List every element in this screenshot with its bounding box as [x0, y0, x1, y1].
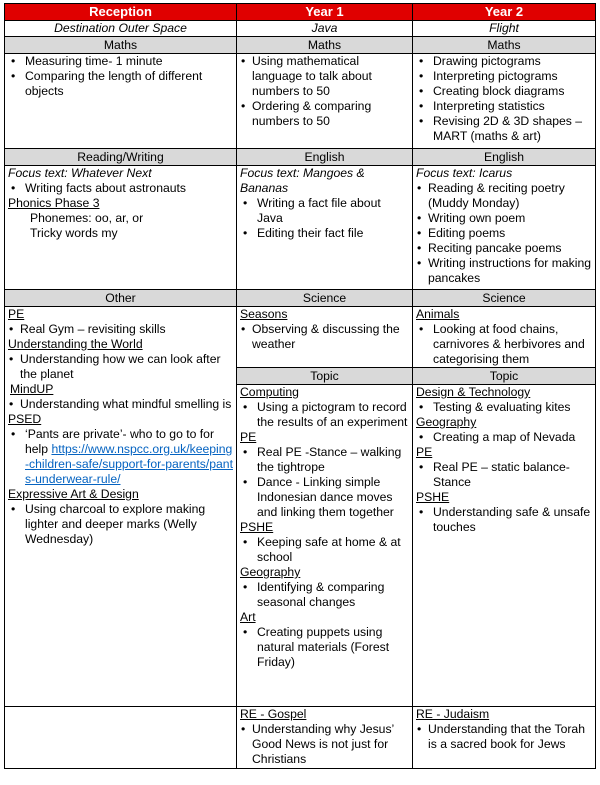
- english-title-year2: English: [413, 149, 596, 166]
- re-year2-cell: [413, 707, 596, 769]
- section-title: PE: [416, 445, 433, 459]
- list-item: • Keeping safe at home & at school: [240, 535, 409, 565]
- list-item: • Drawing pictograms: [416, 54, 592, 69]
- list-item: • Testing & evaluating kites: [416, 400, 592, 415]
- section-title: RE - Gospel: [240, 707, 307, 721]
- topic-title-year1: Topic: [237, 368, 413, 385]
- english-reception-cell: [5, 166, 237, 290]
- section-title: Geography: [240, 565, 301, 579]
- section-title: RE - Judaism: [416, 707, 490, 721]
- other-science-header-row: [5, 290, 596, 307]
- topic-year2-pshe-list: [416, 505, 592, 535]
- section-title: Expressive Art & Design: [8, 487, 139, 501]
- english-year2-list: [416, 181, 592, 286]
- topic-year2-dt-list: [416, 400, 592, 415]
- list-item: • Dance - Linking simple Indonesian dance moves and linking them together: [240, 475, 409, 520]
- section-title: Understanding the World: [8, 337, 143, 351]
- section-title: PSHE: [240, 520, 274, 534]
- other-psed-list: [8, 427, 233, 487]
- other-pe-list: [8, 322, 233, 337]
- science-year1-cell: [237, 307, 413, 368]
- re-row: [5, 707, 596, 769]
- reception-empty-cell: [5, 707, 237, 769]
- header-year1: Year 1: [237, 4, 413, 21]
- maths-year2-list: [416, 54, 592, 144]
- list-item: [8, 427, 233, 487]
- section-title: Art: [240, 610, 256, 624]
- maths-title-year2: Maths: [413, 37, 596, 54]
- english-content-row: [5, 166, 596, 290]
- section-title: PSHE: [416, 490, 450, 504]
- list-item: • Editing poems: [416, 226, 592, 241]
- topic-year1-pshe-list: [240, 535, 409, 565]
- theme-year2: Flight: [413, 21, 596, 37]
- theme-reception: Destination Outer Space: [5, 21, 237, 37]
- science-year2-cell: [413, 307, 596, 368]
- other-ead-list: [8, 502, 233, 547]
- section-title: Animals: [416, 307, 460, 321]
- list-item: • Real PE – static balance- Stance: [416, 460, 592, 490]
- topic-year1-geo-list: [240, 580, 409, 610]
- list-item: • Reciting pancake poems: [416, 241, 592, 256]
- english-title-reception: Reading/Writing: [5, 149, 237, 166]
- other-utw-list: [8, 352, 233, 382]
- re-year1-list: [240, 722, 409, 767]
- list-item: • Ordering & comparing numbers to 50: [240, 99, 409, 129]
- maths-title-year1: Maths: [237, 37, 413, 54]
- year-header-row: [5, 4, 596, 21]
- maths-reception-list: [8, 54, 233, 99]
- section-title: PE: [240, 430, 257, 444]
- list-item: • Using mathematical language to talk about numbers to 50: [240, 54, 409, 99]
- theme-year1: Java: [237, 21, 413, 37]
- topic-year2-cell: [413, 385, 596, 707]
- list-item: • Using a pictogram to record the results of an experiment: [240, 400, 409, 430]
- english-title-year1: English: [237, 149, 413, 166]
- topic-year2-pe-list: [416, 460, 592, 490]
- list-item: • Revising 2D & 3D shapes – MART (maths & art): [416, 114, 592, 144]
- list-item: • Real Gym – revisiting skills: [8, 322, 233, 337]
- list-item: • Observing & discussing the weather: [240, 322, 409, 352]
- list-item: • Writing instructions for making pancakes: [416, 256, 592, 286]
- section-title: PSED: [8, 412, 42, 426]
- list-item: • Real PE -Stance – walking the tightrope: [240, 445, 409, 475]
- nspcc-link[interactable]: https://www.nspcc.org.uk/keeping-children-safe/support-for-parents/pants-underwear-rule/: [25, 442, 233, 486]
- list-item: • Writing a fact file about Java: [240, 196, 409, 226]
- list-item: • Measuring time- 1 minute: [8, 54, 233, 69]
- focus-text: Focus text: Icarus: [416, 166, 513, 180]
- list-item: • Creating block diagrams: [416, 84, 592, 99]
- other-mindup-list: [8, 397, 233, 412]
- maths-year1-cell: [237, 54, 413, 149]
- section-title: Seasons: [240, 307, 288, 321]
- list-item: • Using charcoal to explore making lighter and deeper marks (Welly Wednesday): [8, 502, 233, 547]
- list-item: • Understanding safe & unsafe touches: [416, 505, 592, 535]
- science-title-year1: Science: [237, 290, 413, 307]
- section-title: Geography: [416, 415, 477, 429]
- phonemes-text: Phonemes: oo, ar, or: [30, 211, 144, 225]
- list-item: • Understanding that the Torah is a sacred book for Jews: [416, 722, 592, 752]
- list-item: • Writing own poem: [416, 211, 592, 226]
- maths-content-row: [5, 54, 596, 149]
- re-year1-cell: [237, 707, 413, 769]
- list-item: • Reading & reciting poetry (Muddy Monday): [416, 181, 592, 211]
- tricky-words-text: Tricky words my: [30, 226, 118, 240]
- english-reception-list: [8, 181, 233, 196]
- section-title: Design & Technology: [416, 385, 531, 399]
- english-year1-cell: [237, 166, 413, 290]
- topic-year1-art-list: [240, 625, 409, 670]
- list-item: • Understanding why Jesus’ Good News is not just for Christians: [240, 722, 409, 767]
- list-item: • Editing their fact file: [240, 226, 409, 241]
- maths-reception-cell: [5, 54, 237, 149]
- list-item: • Creating a map of Nevada: [416, 430, 592, 445]
- list-item: • Looking at food chains, carnivores & herbivores and categorising them: [416, 322, 592, 367]
- focus-text: Focus text: Whatever Next: [8, 166, 152, 180]
- list-item: • Comparing the length of different objects: [8, 69, 233, 99]
- maths-year2-cell: [413, 54, 596, 149]
- section-title: PE: [8, 307, 25, 321]
- other-reception-cell: [5, 307, 237, 707]
- topic-year1-cell: [237, 385, 413, 707]
- section-title: MindUP: [10, 382, 54, 396]
- header-reception: Reception: [5, 4, 237, 21]
- list-item: • Creating puppets using natural materials (Forest Friday): [240, 625, 409, 670]
- focus-text: Focus text: Mangoes & Bananas: [240, 166, 365, 195]
- section-title: Computing: [240, 385, 299, 399]
- re-year2-list: [416, 722, 592, 752]
- science-year1-list: [240, 322, 409, 352]
- topic-title-year2: Topic: [413, 368, 596, 385]
- topic-year2-geo-list: [416, 430, 592, 445]
- science-title-year2: Science: [413, 290, 596, 307]
- header-year2: Year 2: [413, 4, 596, 21]
- list-item: • Understanding what mindful smelling is: [8, 397, 233, 412]
- topic-year1-pe-list: [240, 445, 409, 520]
- list-item: • Interpreting statistics: [416, 99, 592, 114]
- english-header-row: [5, 149, 596, 166]
- science-year2-list: [416, 322, 592, 367]
- psed-item-text: ‘Pants are private’- who to go to for help: [25, 427, 215, 456]
- section-title: Phonics Phase 3: [8, 196, 100, 210]
- maths-header-row: [5, 37, 596, 54]
- curriculum-overview: [4, 3, 595, 769]
- curriculum-table: [4, 3, 596, 769]
- science-content-row: [5, 307, 596, 368]
- maths-year1-list: [240, 54, 409, 129]
- other-title: Other: [5, 290, 237, 307]
- english-year1-list: [240, 196, 409, 241]
- list-item: • Interpreting pictograms: [416, 69, 592, 84]
- list-item: • Writing facts about astronauts: [8, 181, 233, 196]
- list-item: • Understanding how we can look after the planet: [8, 352, 233, 382]
- list-item: • Identifying & comparing seasonal changes: [240, 580, 409, 610]
- english-year2-cell: [413, 166, 596, 290]
- maths-title-reception: Maths: [5, 37, 237, 54]
- theme-row: [5, 21, 596, 37]
- topic-year1-computing-list: [240, 400, 409, 430]
